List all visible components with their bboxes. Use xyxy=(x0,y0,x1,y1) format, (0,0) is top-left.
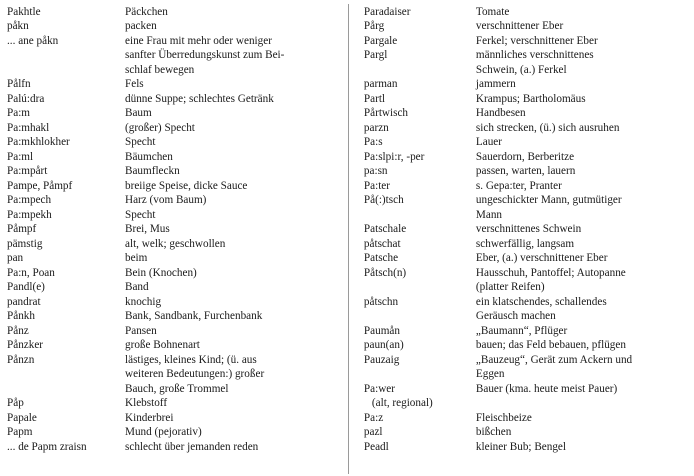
dictionary-entry xyxy=(364,93,690,106)
entry-headword: Pålfn xyxy=(7,78,31,91)
dictionary-entry xyxy=(364,426,690,439)
entry-headword: Pa:ml xyxy=(7,150,34,163)
dictionary-entry xyxy=(7,339,348,352)
dictionary-entry xyxy=(7,252,348,265)
entry-gloss: packen xyxy=(125,20,157,33)
entry-gloss-continuation: Bauch, große Trommel xyxy=(125,382,229,395)
dictionary-entry xyxy=(7,209,348,222)
entry-gloss: Pansen xyxy=(125,324,157,337)
dictionary-entry xyxy=(7,296,348,309)
entry-headword: Pånzn xyxy=(7,353,35,366)
dictionary-entry xyxy=(7,6,348,19)
entry-gloss: schwerfällig, langsam xyxy=(475,237,575,250)
entry-headword: Pa:mpech xyxy=(7,194,52,207)
dictionary-entry xyxy=(7,107,348,120)
entry-gloss: Päckchen xyxy=(125,6,168,18)
entry-headword: pämstig xyxy=(7,237,43,250)
entry-gloss: alt, welk; geschwollen xyxy=(125,237,226,250)
entry-gloss: Kinderbrei xyxy=(125,411,174,424)
entry-headword: påtschn xyxy=(363,295,399,308)
entry-headword: Paradaiser xyxy=(363,6,411,18)
entry-gloss: Band xyxy=(125,281,149,294)
entry-headword: Palú:dra xyxy=(7,92,45,105)
dictionary-entry xyxy=(364,107,690,120)
entry-headword: Pånzker xyxy=(7,339,44,352)
entry-headword: påtschat xyxy=(363,237,401,250)
entry-headword: Partl xyxy=(363,92,386,105)
entry-gloss: männliches verschnittenes xyxy=(475,49,594,62)
dictionary-entry xyxy=(7,397,348,410)
entry-gloss: lästiges, kleines Kind; (ü. aus xyxy=(125,353,257,366)
dictionary-entry xyxy=(364,6,690,19)
entry-gloss: Tomate xyxy=(475,6,510,18)
dictionary-entry xyxy=(7,325,348,338)
entry-gloss: Specht xyxy=(125,136,156,149)
entry-gloss-continuation: Geräusch machen xyxy=(475,310,556,323)
entry-headword: Påtsch(n) xyxy=(363,266,407,279)
entry-headword: Pa:wer xyxy=(363,382,395,395)
dictionary-entry xyxy=(364,296,690,309)
dictionary-entry xyxy=(7,180,348,193)
dictionary-entry xyxy=(7,238,348,251)
dictionary-entry xyxy=(7,412,348,425)
dictionary-entry xyxy=(7,441,348,454)
entry-headword: Pa:z xyxy=(363,411,384,424)
entry-headword: Pa:mpekh xyxy=(7,208,52,221)
entry-gloss: Fleischbeize xyxy=(475,411,532,424)
entry-gloss: Sauerdorn, Berberitze xyxy=(475,150,575,163)
dictionary-entry xyxy=(7,35,348,48)
entry-headword: Pauzaig xyxy=(363,353,400,366)
entry-gloss: „Baumann“, Pflüger xyxy=(475,324,568,337)
entry-headword: På(:)tsch xyxy=(363,194,404,207)
dictionary-entry xyxy=(364,412,690,425)
dictionary-entry xyxy=(7,122,348,135)
entry-gloss: „Bauzeug“, Gerät zum Ackern und xyxy=(475,353,633,366)
dictionary-entry xyxy=(364,136,690,149)
entry-gloss: dünne Suppe; schlechtes Getränk xyxy=(125,92,274,105)
column-container xyxy=(4,6,690,476)
dictionary-entry xyxy=(7,223,348,236)
entry-gloss: Krampus; Bartholomäus xyxy=(475,92,586,105)
entry-gloss: Hausschuh, Pantoffel; Autopanne xyxy=(475,266,626,279)
entry-gloss: Bank, Sandbank, Furchenbank xyxy=(125,310,263,323)
dictionary-entry xyxy=(364,325,690,338)
entry-gloss: Brei, Mus xyxy=(125,223,170,236)
entry-headword: Pa:s xyxy=(363,136,383,149)
entry-gloss: Bauer (kma. heute meist Pauer) xyxy=(475,382,618,395)
dictionary-entry xyxy=(364,441,690,454)
dictionary-entry xyxy=(7,93,348,106)
entry-gloss-continuation: Schwein, (a.) Ferkel xyxy=(475,63,567,76)
entry-gloss: Baumfleckn xyxy=(125,165,180,178)
dictionary-entry xyxy=(7,281,348,294)
dictionary-entry xyxy=(7,310,348,323)
entry-headword: Pa:mkhlokher xyxy=(7,136,70,149)
entry-headword: Pånkh xyxy=(7,310,35,323)
dictionary-entry xyxy=(364,194,690,207)
dictionary-entry xyxy=(7,194,348,207)
entry-gloss: große Bohnenart xyxy=(125,339,200,352)
entry-headword: Patschale xyxy=(363,223,407,236)
entry-gloss: Fels xyxy=(125,78,144,91)
entry-headword: Patsche xyxy=(363,252,399,265)
entry-headword: ... ane påkn xyxy=(7,34,59,47)
entry-gloss: eine Frau mit mehr oder weniger xyxy=(125,34,272,47)
dictionary-entry xyxy=(7,151,348,164)
dictionary-entry xyxy=(364,151,690,164)
entry-headword-continuation: (alt, regional) xyxy=(371,397,433,410)
entry-gloss: Handbesen xyxy=(475,107,526,120)
entry-headword: Pånz xyxy=(7,324,29,337)
entry-headword: Peadl xyxy=(363,440,389,453)
dictionary-entry xyxy=(364,35,690,48)
entry-gloss: beim xyxy=(125,252,148,265)
entry-headword: Papale xyxy=(7,411,37,424)
entry-gloss: Harz (vom Baum) xyxy=(125,194,207,207)
entry-headword: Pargl xyxy=(363,49,388,62)
dictionary-entry xyxy=(7,78,348,91)
entry-headword: Pa:m xyxy=(7,107,30,120)
entry-headword: Pa:ter xyxy=(363,179,391,192)
dictionary-entry xyxy=(364,339,690,352)
entry-headword: pa:sn xyxy=(363,165,388,178)
entry-headword: Pakhtle xyxy=(7,6,41,18)
entry-gloss: ungeschickter Mann, gutmütiger xyxy=(475,194,622,207)
dictionary-entry xyxy=(7,267,348,280)
entry-gloss-continuation: Eggen xyxy=(475,368,505,381)
entry-gloss: Lauer xyxy=(475,136,502,149)
dictionary-entry xyxy=(364,223,690,236)
entry-gloss: jammern xyxy=(475,78,516,91)
column-right xyxy=(348,6,690,476)
entry-headword: Paumån xyxy=(363,324,400,337)
entry-gloss: bauen; das Feld bebauen, pflügen xyxy=(475,339,626,352)
dictionary-entry xyxy=(7,20,348,33)
entry-gloss: passen, warten, lauern xyxy=(475,165,576,178)
entry-gloss-continuation: sanfter Überredungskunst zum Bei- xyxy=(125,49,285,62)
entry-gloss: bißchen xyxy=(475,426,512,439)
entry-gloss: (großer) Specht xyxy=(125,121,195,134)
entry-headword: Pa:n, Poan xyxy=(7,266,55,279)
entry-gloss: Bäumchen xyxy=(125,150,173,163)
dictionary-entry xyxy=(364,267,690,280)
entry-gloss: breiige Speise, dicke Sauce xyxy=(125,179,248,192)
entry-gloss: ein klatschendes, schallendes xyxy=(475,295,607,308)
entry-headword: ... de Papm zraisn xyxy=(7,440,87,453)
entry-headword: påkn xyxy=(7,20,29,33)
entry-headword: pazl xyxy=(363,426,383,439)
entry-gloss: knochig xyxy=(125,295,162,308)
entry-gloss: Baum xyxy=(125,107,152,120)
entry-headword: parman xyxy=(363,78,398,91)
entry-gloss-continuation: Mann xyxy=(475,208,503,221)
dictionary-entry xyxy=(364,49,690,62)
entry-headword: Pa:mpårt xyxy=(7,165,48,178)
entry-gloss: kleiner Bub; Bengel xyxy=(475,440,567,453)
entry-headword: Påmpf xyxy=(7,223,37,236)
entry-headword: Pårtwisch xyxy=(363,107,409,120)
entry-gloss: verschnittener Eber xyxy=(475,20,564,33)
dictionary-entry xyxy=(7,354,348,367)
entry-headword: Pargale xyxy=(363,34,398,47)
entry-gloss: verschnittenes Schwein xyxy=(475,223,582,236)
dictionary-entry xyxy=(7,426,348,439)
entry-headword: paun(an) xyxy=(363,339,404,352)
entry-gloss: Eber, (a.) verschnittener Eber xyxy=(475,252,608,265)
dictionary-entry xyxy=(364,180,690,193)
dictionary-entry xyxy=(7,165,348,178)
entry-headword: Pårg xyxy=(363,20,385,33)
entry-gloss: Mund (pejorativ) xyxy=(125,426,202,439)
entry-gloss: Ferkel; verschnittener Eber xyxy=(475,34,598,47)
entry-gloss: s. Gepa:ter, Pranter xyxy=(475,179,562,192)
entry-headword: pan xyxy=(7,252,24,265)
entry-headword: pandrat xyxy=(7,295,41,308)
entry-gloss: schlecht über jemanden reden xyxy=(125,440,259,453)
dictionary-entry xyxy=(364,165,690,178)
entry-gloss: Klebstoff xyxy=(125,397,168,410)
entry-headword: Papm xyxy=(7,426,33,439)
dictionary-entry xyxy=(7,136,348,149)
entry-headword: parzn xyxy=(363,121,389,134)
entry-headword: Pampe, Påmpf xyxy=(7,179,73,192)
column-left xyxy=(4,6,348,476)
dictionary-entry xyxy=(364,20,690,33)
dictionary-entry xyxy=(364,383,690,396)
entry-headword: Pandl(e) xyxy=(7,281,45,294)
entry-headword: Pa:mhakl xyxy=(7,121,50,134)
entry-gloss: sich strecken, (ü.) sich ausruhen xyxy=(475,121,620,134)
dictionary-entry xyxy=(364,354,690,367)
entry-headword: Påp xyxy=(7,397,24,410)
dictionary-entry xyxy=(364,238,690,251)
entry-gloss: Bein (Knochen) xyxy=(125,266,197,279)
dictionary-entry xyxy=(364,122,690,135)
entry-gloss-continuation: schlaf bewegen xyxy=(125,63,195,76)
entry-gloss-continuation: (platter Reifen) xyxy=(475,281,545,294)
entry-headword: Pa:slpi:r, -per xyxy=(363,150,425,163)
dictionary-entry xyxy=(364,252,690,265)
entry-gloss: Specht xyxy=(125,208,156,221)
entry-gloss-continuation: weiteren Bedeutungen:) großer xyxy=(125,368,265,381)
dictionary-entry xyxy=(364,78,690,91)
